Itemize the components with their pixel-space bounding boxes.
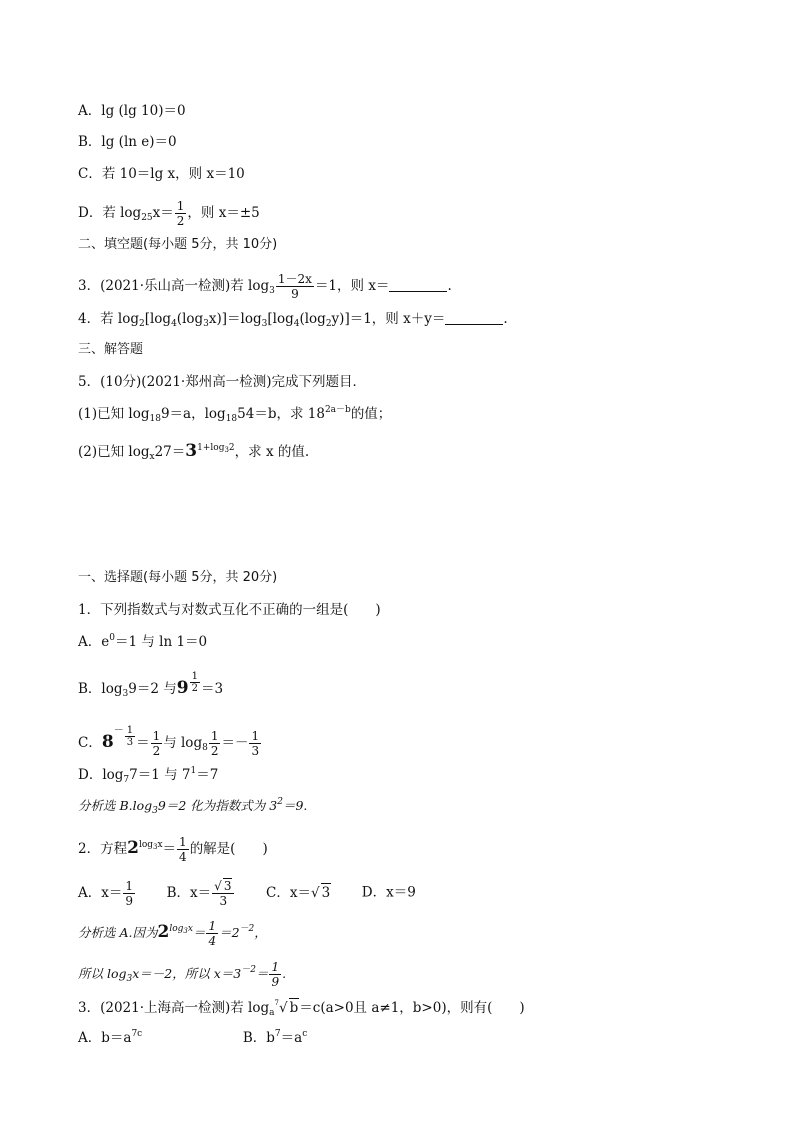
exponent-fraction: $\frac{1}{3}$: [126, 725, 134, 748]
question-5-part-2: (2)已知 $\log_x27=3^{1+log_32}$，求 x 的值.: [78, 441, 310, 462]
option-b: B．lg (ln e)＝0: [78, 134, 177, 150]
q3-options: [78, 1029, 307, 1047]
q1-option-d: D．$\log_77=1$ 与 $7^1=7$: [78, 766, 219, 785]
fraction: $\frac{1}{9}$: [125, 878, 134, 908]
section-fill-in-heading: 二、填空题(每小题 5分，共 10分): [78, 237, 278, 252]
section-choice-heading: 一、选择题(每小题 5分，共 20分): [78, 570, 278, 585]
analysis-2a: 分析选 A.因为$2^{log_3x}=$ $\frac{1}{4}$ $=2^{-2}$，: [78, 919, 267, 948]
fraction: $\frac{√ 3}{3}$: [212, 878, 234, 908]
q3-option-b: B．$b^7=a^c$: [242, 1029, 308, 1046]
q3-option-a: A．$b=a^{7c}$: [78, 1029, 143, 1046]
fraction: $\frac{1}{9}$: [271, 960, 280, 989]
fraction: $\frac{1}{3}$: [251, 729, 260, 758]
exponent-fraction: $\frac{1}{2}$: [191, 671, 198, 694]
q2-option-d: D．x＝9: [361, 884, 416, 901]
q2-option-a: A．x＝ $\frac{1}{9}$: [78, 878, 134, 908]
answer-blank[interactable]: [389, 279, 447, 292]
question-1: 1．下列指数式与对数式互化不正确的一组是( ): [78, 602, 381, 618]
answer-blank[interactable]: [445, 312, 503, 325]
question-3-upper: 3．(2021·乐山高一检测)若 $\log_3$ $\frac{1-2x}{9}$ ＝1，则 x＝ .: [78, 272, 452, 301]
option-a: A．lg (lg 10)＝0: [78, 103, 186, 119]
fraction: $\frac{1-2x}{9}$: [277, 272, 312, 301]
analysis-2b: 所以 $\log_3x=-2$，所以 $x=3^{-2}=$ $\frac{1}{9}$ .: [78, 960, 287, 989]
q1-option-b: B．$\log_39=2$ 与9 $\frac{1}{2}$ ＝3: [78, 671, 224, 699]
question-4-upper: 4．若 $\log_2[\log_4(\log_3x)]=\log_3[\log_4(\log_2y)]=1$，则 x＋y＝ .: [78, 311, 508, 329]
question-3-lower: 3．(2021·上海高一检测)若 $\log_a^7√$ b＝c(a>0且 a≠1，b>0)，则有( ): [78, 999, 525, 1018]
question-5-part-1: (1)已知 $\log_{18}9=a$，$\log_{18}54=b$，求 $18^{2a-b}$的值；: [78, 405, 392, 424]
option-c: C．若 10＝lg x，则 x＝10: [78, 166, 245, 182]
fraction: $\frac{1}{2}$: [210, 729, 219, 758]
analysis-1: 分析选 $B.\log_39=2$ 化为指数式为 $3^2=9$.: [78, 797, 308, 816]
q1-option-c: C．8－ $\frac{1}{3}$ ＝ $\frac{1}{2}$ 与 $\log_8$ $\frac{1}{2}$ ＝－ $\frac{1}{3}$: [78, 725, 260, 758]
q2-option-c: C．x＝√ 3: [266, 884, 331, 901]
q2-options: [78, 878, 416, 908]
question-2: 2．方程$2^{log_3x}=$ $\frac{1}{4}$ 的解是( ): [78, 835, 268, 864]
option-d: D．若 $\log_{25}x=$ $\frac{1}{2}$ ，则 x＝±5: [78, 199, 260, 228]
fraction: $\frac{1}{4}$: [208, 919, 217, 948]
question-5: 5．(10分)(2021·郑州高一检测)完成下列题目．: [78, 374, 366, 390]
fraction: $\frac{1}{2}$: [176, 199, 185, 228]
q1-option-a: A．$e^0=1$ 与 ln 1＝0: [78, 633, 208, 650]
fraction: $\frac{1}{4}$: [179, 835, 187, 864]
section-answer-heading: 三、解答题: [78, 342, 144, 357]
q2-option-b: B．x＝ $\frac{√ 3}{3}$: [167, 885, 236, 901]
fraction: $\frac{1}{2}$: [152, 729, 161, 758]
